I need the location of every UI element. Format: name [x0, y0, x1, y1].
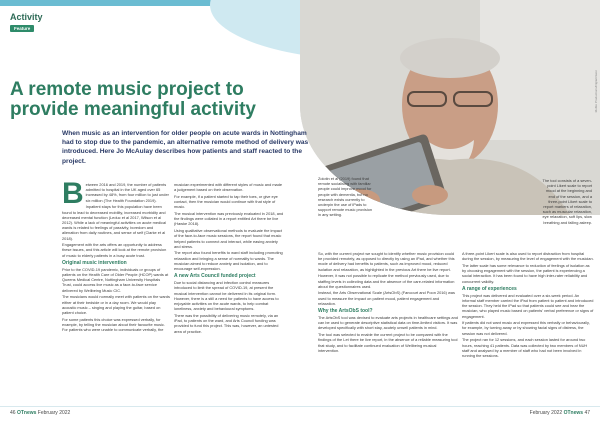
paragraph: A three-point Likert scale is also used to report distraction from hospital during the session, by measuring the level of engagement with the musician.: [462, 251, 594, 262]
subheading: Why the ArtsObS tool?: [318, 308, 373, 315]
headline: A remote music project to provide meaningful activity: [10, 79, 256, 120]
subheading: A range of experiences: [462, 285, 517, 292]
subheading: A new Arts Council funded project: [174, 273, 256, 280]
paragraph: The musical intervention was previously evaluated in 2018, and the findings were collated in a report entitled Art there be live (Hawke 2018).: [174, 211, 284, 227]
paragraph: The tool was selected to enable the current project to be compared with the findings of the Let there be live report, in the absence of a reliable measuring tool that study, and to facilitate continued evaluation of Wellbeing musical intervention.: [318, 332, 458, 353]
paragraph: Due to social distancing and infection control measures introduced to limit the spread of COVID-19, at present the musical intervention cannot be delivered in its original form. However, there is a still a need for patients to have access to enjoyable activities on the acute wards, to help combat loneliness, anxiety and behavioural symptoms.: [174, 280, 279, 312]
paragraph: Prior to the COVID-19 pandemic, individuals or groups of patients on the Health Care of Older People (HCOP) wards at Queens Medical Centre, Nottingham University Hospitals Trust, could access live music as a face-to-face service delivered by Wellbeing Music CIC.: [62, 266, 169, 293]
pull-quote-left: Zolotin et al (2019) found that remote socialising with familiar people could improve mood for people with dementia, but no research exists currently to underpin the use of iPads to support remote music provision in any setting.: [318, 176, 373, 218]
footer-divider: [0, 406, 600, 407]
paragraph: Engagement with the arts offers an opportunity to address these issues, and this article will look at the remote provision of music to elderly patients in a busy acute trust.: [62, 242, 167, 258]
page-number: 47: [584, 410, 590, 416]
issue-date: February 2022: [37, 410, 71, 416]
photo-credit: MoMo Productions/DigitalVision: [594, 70, 598, 113]
issue-date: February 2022: [529, 410, 563, 416]
footer-right: [530, 410, 590, 416]
paragraph: Using qualitative observational methods to evaluate the impact of the face-to-face music sessions, the report found that music helped patients to connect and interact, while easing anxiety and stress.: [174, 228, 282, 249]
article-column-4: [462, 251, 594, 360]
paragraph: There was the possibility of delivering music remotely, via an iPad, to patients on the ward, and Arts Council funding was provided to fund this project. This was, however, an untested area of practice.: [174, 312, 279, 334]
paragraph: So, with the current project we sought to identify whether music provision could be provided remotely, as opposed to directly by using an iPad, and whether this mode of delivery had benefits to patients, such as improved mood, reduced isolation and relaxation, as highlighted in the previous Art there be live report.: [318, 251, 455, 272]
article-column-1: [62, 177, 170, 334]
paragraph: The ArtsObS tool was devised to evaluate arts projects in healthcare settings and can be used to generate descriptive statistical data on time-limited visitors. It was developed specifically with short stay, acutely unwell patients in mind.: [318, 315, 458, 331]
paragraph: The report also found benefits to ward staff including promoting relaxation and bringing a sense of normality to wards. The musician aimed to reduce anxiety and isolation, and to encourage self-expression.: [174, 250, 283, 272]
paragraph: Instead, the Arts Observational Scale (ArtsObS) (Fancourt and Poon 2016) was used to measure the impact on patient mood, patient engagement and relaxation.: [318, 290, 455, 306]
paragraph-text: etween 2016 and 2019, the number of patients admitted to hospital in the UK aged over 65 increased by 48%, from four million to just under six million (The Health Foundation 2019).: [85, 182, 169, 203]
paragraph: musician experimented with different styles of music and made a judgement based on their observation.: [174, 182, 283, 193]
dropcap: B: [62, 177, 84, 210]
article-column-3: [318, 251, 458, 354]
standfirst: When music as an intervention for older people on acute wards in Nottingham had to stop due to the pandemic, an alternative remote method of delivery was introduced. Here Jo McAulay describes how patients and staff reacted to the project.: [62, 130, 309, 165]
pull-quote-right: The tool consists of a seven-point Likert scale to report mood at the beginning and end of the session, and a three-point Likert scale to report markers of relaxation, such as muscular relaxation, eye relaxation, soft lips, slow breathing and falling asleep.: [542, 178, 592, 225]
paragraph: The project ran for 12 sessions, and each session lasted for around two hours, reaching 41 patients. Data was collected by two members of NUH staff and analysed by a member of staff who had not been involved in running the sessions.: [462, 337, 588, 358]
page-number: 46: [10, 410, 16, 416]
paragraph: Inpatient stays for this population have been found to lead to decreased mobility, increased morbidity and decreased mental function (Leduc et al 2017, Wilson et al 2012). While a lack of meaningful activities on acute medical wards is related to feelings of passivity, boredom and alienation from daily routines, and sense of self (Clarke et al 2018).: [62, 204, 167, 241]
feature-badge: Feature: [10, 25, 34, 32]
publication-name: OTnews: [16, 410, 37, 416]
subheading: Original music intervention: [62, 259, 127, 266]
paragraph: However, it was not possible to replicate the method previously used, due to staffing levels in collecting data and the absence of the care-related information about the questionnaires used.: [318, 273, 455, 289]
section-title: Activity: [10, 12, 43, 22]
paragraph: If patients did not want music and expressed this verbally or behaviourally, for example, by turning away or by showing facial signs of distress, the session was not delivered.: [462, 320, 590, 336]
paragraph: For some patients this choice was expressed verbally, for example, by telling the musician about their favourite music. For patients who were unable to communicate verbally, the: [62, 316, 165, 333]
paragraph: For example, if a patient started to tap their toes, or give eye contact, then the musician would continue with that style of music.: [174, 193, 278, 210]
intro-paragraph: [62, 177, 170, 210]
paragraph: The musicians would normally meet with patients on the wards either at their bedside or in a day room. We would play acoustic music – singing and playing the guitar, based on patient choice.: [62, 294, 170, 315]
publication-name: OTnews: [563, 410, 584, 416]
paragraph: The latter scale has some relevance to reduction of feelings of isolation as by choosing engagement with the session, the patient is experiencing a social interaction. It has been found to have high inter-rater reliability and concurrent validity.: [462, 262, 590, 284]
footer-left: [10, 410, 70, 416]
article-column-2: [174, 182, 284, 335]
paragraph: This project was delivered and evaluated over a six-week period. An informal staff member carried the iPad from patient to patient and introduced the session. They held the iPad so that patients could see and hear the musician, who played music based on patients' verbal preference or signs of engagement.: [462, 292, 594, 319]
